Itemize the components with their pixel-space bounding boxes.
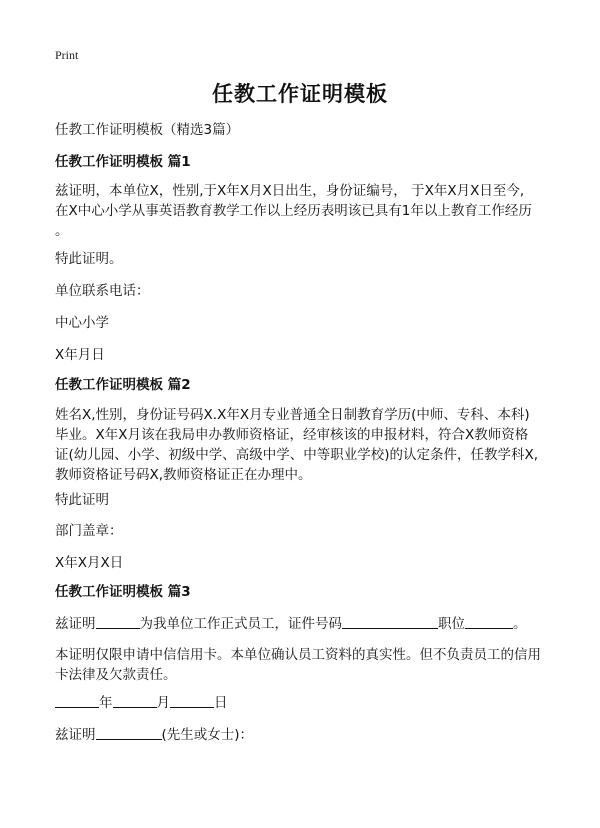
section-heading-2: 任教工作证明模板 篇2 — [55, 377, 191, 393]
section3-paragraph-2 — [55, 645, 555, 685]
section1-paragraph-3: 单位联系电话： — [55, 283, 150, 299]
section-heading-3: 任教工作证明模板 篇3 — [55, 584, 191, 600]
section2-paragraph-1 — [55, 405, 555, 485]
document-subtitle: 任教工作证明模板（精选3篇） — [55, 122, 240, 138]
section-heading-1: 任教工作证明模板 篇1 — [55, 154, 191, 170]
text-line: 本证明仅限申请中信信用卡。本单位确认员工资料的真实性。但不负责员工的信用 — [55, 647, 541, 663]
document-title: 任教工作证明模板 — [212, 82, 388, 106]
text-segment: 兹证明 — [55, 727, 96, 743]
section1-paragraph-2: 特此证明。 — [55, 251, 123, 267]
section1-paragraph-1 — [55, 181, 555, 241]
section2-paragraph-3: 部门盖章： — [55, 523, 123, 539]
section3-date-line — [55, 693, 555, 713]
text-segment: 职位 — [438, 616, 465, 632]
section3-paragraph-4 — [55, 725, 555, 745]
text-segment: 年 — [99, 695, 113, 711]
section2-paragraph-4: X年X月X日 — [55, 555, 124, 571]
text-segment: (先生或女士)： — [161, 727, 254, 743]
text-line: 在X中心小学从事英语教育教学工作以上经历表明该已具有1年以上教育工作经历 — [55, 203, 532, 219]
text-segment: 为我单位工作正式员工，证件号码 — [139, 616, 342, 632]
text-segment: 日 — [214, 695, 228, 711]
blank-position — [465, 614, 513, 629]
text-segment: 。 — [513, 616, 527, 632]
section2-paragraph-2: 特此证明 — [55, 492, 109, 508]
text-line: 。 — [55, 223, 69, 239]
text-line: 证(幼儿园、小学、初级中学、高级中学、中等职业学校)的认定条件，任教学科X, — [55, 447, 539, 463]
blank-name — [96, 614, 140, 629]
section1-paragraph-5: X年月日 — [55, 347, 105, 363]
section1-paragraph-4: 中心小学 — [55, 315, 109, 331]
text-line: 教师资格证号码X,教师资格证正在办理中。 — [55, 467, 312, 483]
text-segment: 兹证明 — [55, 616, 96, 632]
text-line: 兹证明，本单位X，性别,于X年X月X日出生，身份证编号， 于X年X月X日至今, — [55, 183, 525, 199]
print-label[interactable]: Print — [55, 48, 79, 62]
text-segment: 月 — [156, 695, 170, 711]
section3-paragraph-1 — [55, 614, 555, 634]
text-line: 毕业。X年X月该在我局申办教师资格证，经审核该的申报材料，符合X教师资格 — [55, 427, 529, 443]
blank-person-name — [96, 725, 162, 740]
blank-month — [113, 693, 157, 708]
text-line: 卡法律及欠款责任。 — [55, 667, 177, 683]
blank-id-number — [342, 614, 438, 629]
blank-year — [55, 693, 99, 708]
blank-day — [170, 693, 214, 708]
text-line: 姓名X,性别，身份证号码X.X年X月专业普通全日制教育学历(中师、专科、本科) — [55, 407, 530, 423]
